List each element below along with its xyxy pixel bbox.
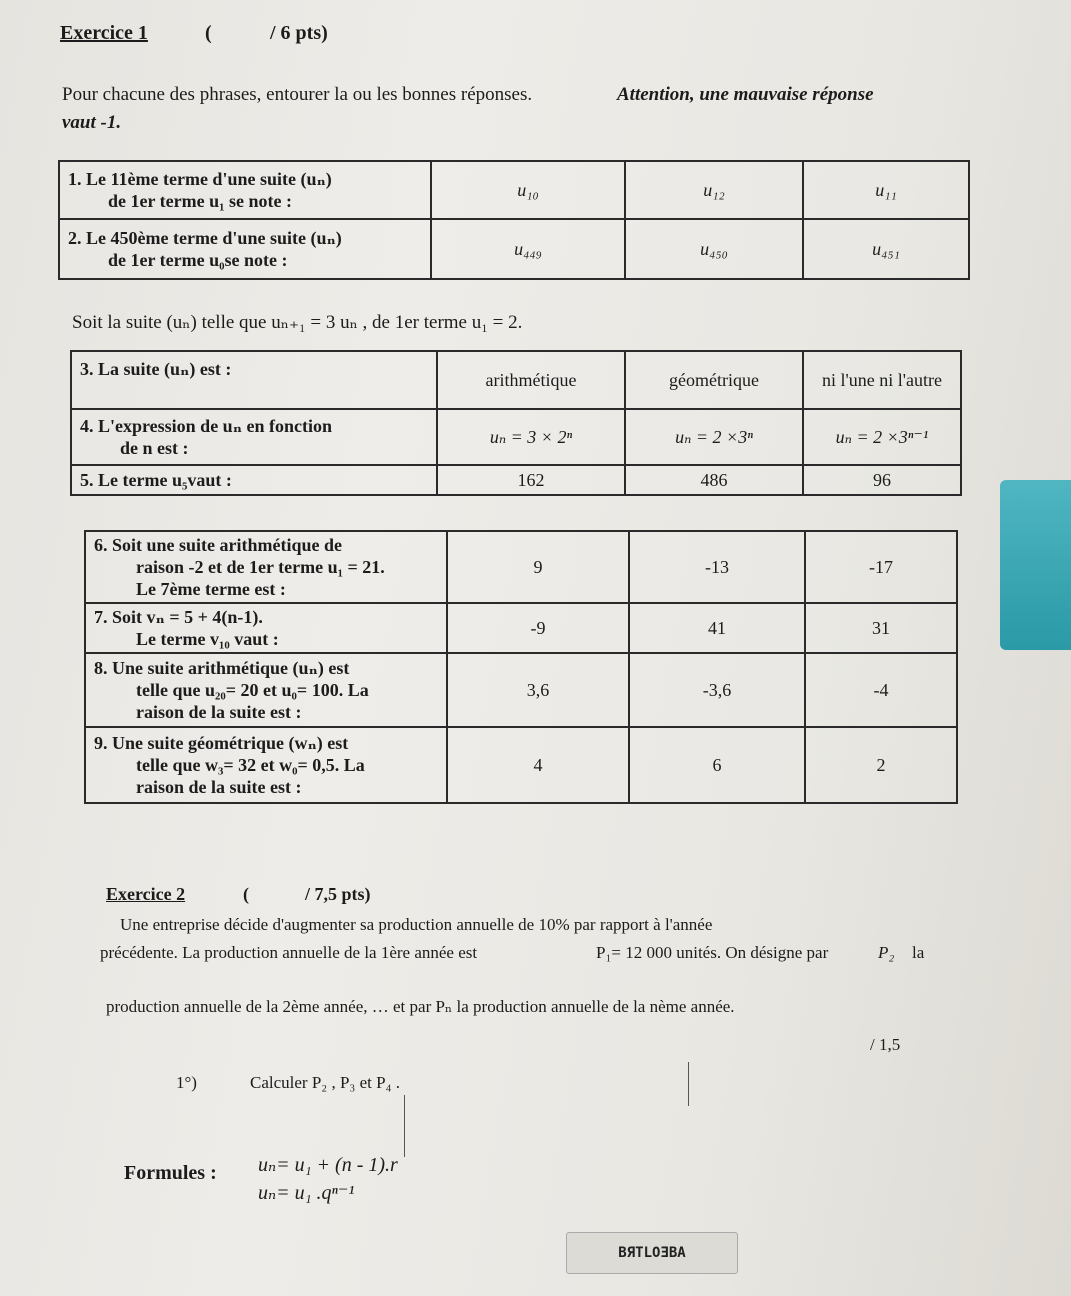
table-row bbox=[59, 219, 969, 279]
qcm-table-3 bbox=[84, 530, 958, 804]
answer-c[interactable]: u₁₁ bbox=[803, 161, 969, 219]
ex2-line2a: précédente. La production annuelle de la 1ère année est bbox=[100, 943, 478, 962]
formules-label: Formules : bbox=[124, 1162, 217, 1184]
answer-a[interactable]: -9 bbox=[447, 603, 629, 653]
ex2-line3: production annuelle de la 2ème année, … et par Pₙ la production annuelle de la nème année. bbox=[106, 997, 735, 1016]
answer-a[interactable]: uₙ = 3 × 2ⁿ bbox=[437, 409, 625, 465]
formula-geometric: uₙ= u₁ .qⁿ⁻¹ bbox=[258, 1182, 355, 1204]
answer-b[interactable]: 486 bbox=[625, 465, 803, 495]
table-row bbox=[71, 409, 961, 465]
question-cell: 3. La suite (uₙ) est : bbox=[71, 351, 437, 409]
question-cell: 5. Le terme u₅vaut : bbox=[71, 465, 437, 495]
answer-b[interactable]: -13 bbox=[629, 531, 805, 603]
answer-a[interactable]: 9 bbox=[447, 531, 629, 603]
qcm-table-2 bbox=[70, 350, 962, 496]
question-points: / 1,5 bbox=[870, 1035, 901, 1054]
answer-b[interactable]: 41 bbox=[629, 603, 805, 653]
formula-arithmetic: uₙ= u₁ + (n - 1).r bbox=[258, 1154, 398, 1176]
stamp-label bbox=[566, 1232, 738, 1274]
table-row bbox=[85, 531, 957, 603]
question-cell: 4. L'expression de uₙ en fonction de n est : bbox=[71, 409, 437, 465]
answer-b[interactable]: -3,6 bbox=[629, 653, 805, 727]
stamp-text: BЯTLOƎBA bbox=[618, 1245, 686, 1261]
table-row bbox=[71, 351, 961, 409]
question-cell: 1. Le 11ème terme d'une suite (uₙ) de 1er terme u₁ se note : bbox=[59, 161, 431, 219]
table-row bbox=[71, 465, 961, 495]
answer-b[interactable]: u₄₅₀ bbox=[625, 219, 803, 279]
question-text: Calculer P₂ , P₃ et P₄ . bbox=[250, 1073, 400, 1092]
table-row bbox=[59, 161, 969, 219]
question-cell: 9. Une suite géométrique (wₙ) est telle que w₃= 32 et w₀= 0,5. La raison de la suite est : bbox=[85, 727, 447, 803]
answer-c[interactable]: uₙ = 2 ×3ⁿ⁻¹ bbox=[803, 409, 961, 465]
ex2-la: la bbox=[912, 943, 925, 962]
ex1-instruction-b: Attention, une mauvaise réponse bbox=[617, 84, 874, 105]
answer-c[interactable]: 31 bbox=[805, 603, 957, 653]
ex2-points: / 7,5 pts) bbox=[305, 884, 371, 904]
answer-a[interactable]: 4 bbox=[447, 727, 629, 803]
ex2-p1: P₁= 12 000 unités. On désigne par bbox=[596, 943, 829, 962]
answer-b[interactable]: uₙ = 2 ×3ⁿ bbox=[625, 409, 803, 465]
table-row bbox=[85, 603, 957, 653]
answer-c[interactable]: ni l'une ni l'autre bbox=[803, 351, 961, 409]
table-row bbox=[85, 653, 957, 727]
answer-a[interactable]: 3,6 bbox=[447, 653, 629, 727]
question-cell: 8. Une suite arithmétique (uₙ) est telle que u₂₀= 20 et u₀= 100. La raison de la suite est : bbox=[85, 653, 447, 727]
answer-c[interactable]: u₄₅₁ bbox=[803, 219, 969, 279]
ex1-instruction-a: Pour chacune des phrases, entourer la ou les bonnes réponses. bbox=[62, 84, 533, 105]
ex1-paren: ( bbox=[205, 22, 212, 44]
ex2-line1: Une entreprise décide d'augmenter sa production annuelle de 10% par rapport à l'année bbox=[120, 915, 713, 934]
suite-definition: Soit la suite (uₙ) telle que uₙ₊₁ = 3 uₙ , de 1er terme u₁ = 2. bbox=[72, 312, 523, 333]
ex1-points: / 6 pts) bbox=[270, 22, 328, 44]
answer-c[interactable]: -17 bbox=[805, 531, 957, 603]
answer-b[interactable]: 6 bbox=[629, 727, 805, 803]
ex2-title: Exercice 2 bbox=[106, 884, 186, 904]
ex2-paren: ( bbox=[243, 884, 249, 904]
ex2-p2: P₂ bbox=[878, 943, 895, 962]
table-row bbox=[85, 727, 957, 803]
answer-c[interactable]: 2 bbox=[805, 727, 957, 803]
question-number: 1°) bbox=[176, 1073, 197, 1092]
question-cell: 2. Le 450ème terme d'une suite (uₙ) de 1er terme u₀se note : bbox=[59, 219, 431, 279]
background-object bbox=[1000, 480, 1071, 650]
answer-c[interactable]: -4 bbox=[805, 653, 957, 727]
ex1-instruction-c: vaut -1. bbox=[62, 112, 122, 133]
ex1-title: Exercice 1 bbox=[60, 22, 148, 44]
answer-a[interactable]: 162 bbox=[437, 465, 625, 495]
answer-c[interactable]: 96 bbox=[803, 465, 961, 495]
answer-b[interactable]: géométrique bbox=[625, 351, 803, 409]
answer-a[interactable]: arithmétique bbox=[437, 351, 625, 409]
answer-a[interactable]: u₄₄₉ bbox=[431, 219, 625, 279]
question-cell: 7. Soit vₙ = 5 + 4(n-1). Le terme v₁₀ vaut : bbox=[85, 603, 447, 653]
answer-b[interactable]: u₁₂ bbox=[625, 161, 803, 219]
question-cell: 6. Soit une suite arithmétique de raison -2 et de 1er terme u₁ = 21. Le 7ème terme est : bbox=[85, 531, 447, 603]
qcm-table-1 bbox=[58, 160, 970, 280]
pen-mark bbox=[404, 1095, 405, 1157]
answer-a[interactable]: u₁₀ bbox=[431, 161, 625, 219]
pen-mark bbox=[688, 1062, 689, 1106]
